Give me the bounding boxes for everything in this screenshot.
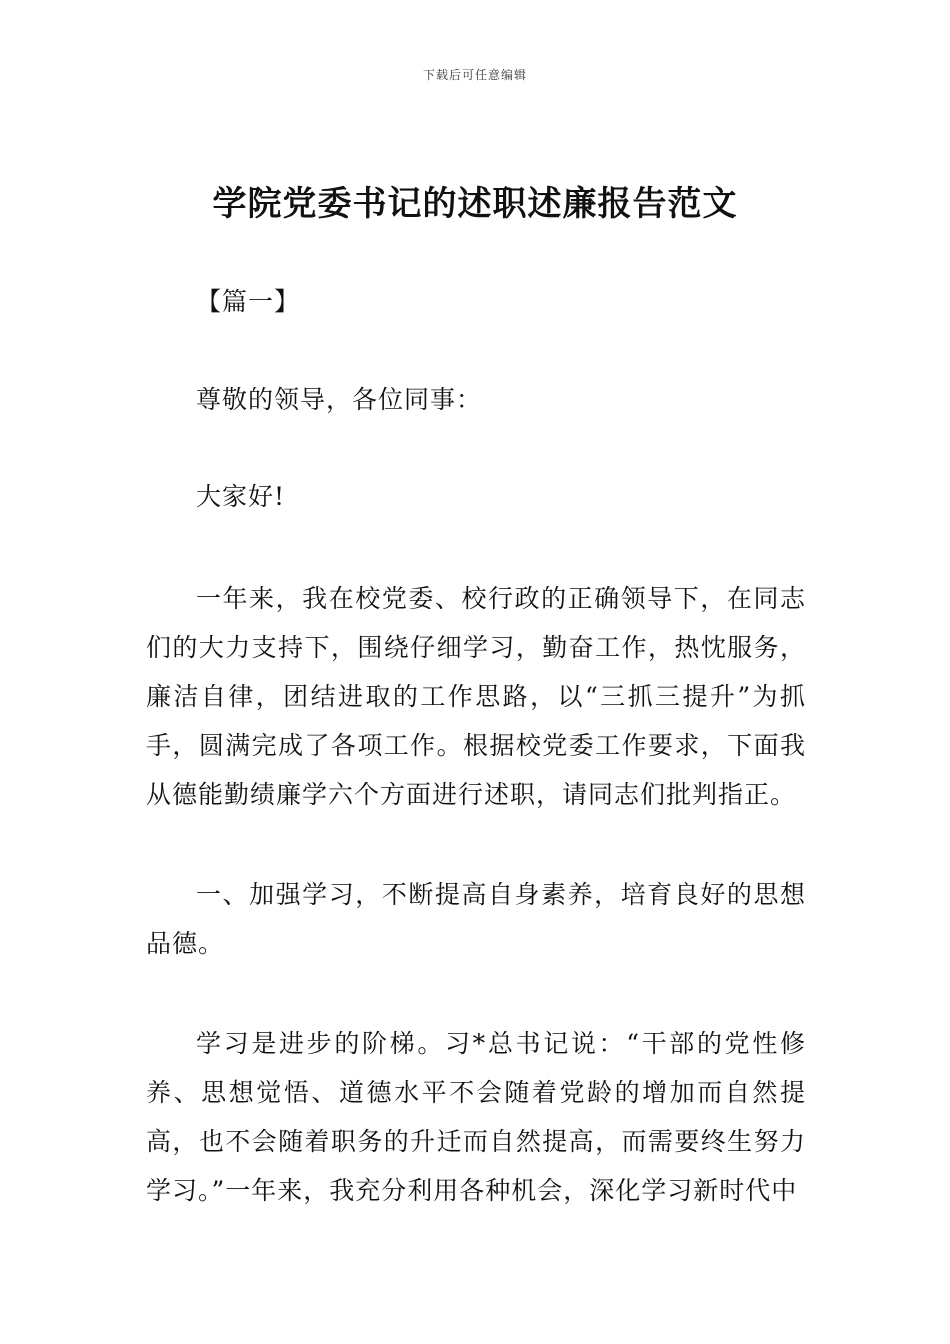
section-label: 【篇一】	[196, 287, 301, 316]
paragraph-intro: 一年来，我在校党委、校行政的正确领导下，在同志们的大力支持下，围绕仔细学习，勤奋工作，热忱服务，廉洁自律，团结进取的工作思路，以“三抓三提升”为抓手，圆满完成了各项工作。根据校党委工作要求，下面我从德能勤绩廉学六个方面进行述职，请同志们批判指正。	[146, 584, 806, 809]
paragraph-study: 学习是进步的阶梯。习*总书记说：“干部的党性修养、思想觉悟、道德水平不会随着党龄的增加而自然提高，也不会随着职务的升迁而自然提高，而需要终生努力学习。”一年来，我充分利用各种机会，深化学习新时代中	[146, 1029, 806, 1205]
header-note: 下载后可任意编辑	[422, 68, 527, 82]
document-title: 学院党委书记的述职述廉报告范文	[212, 184, 738, 224]
paragraph-heading-one: 一、加强学习，不断提高自身素养，培育良好的思想品德。	[146, 880, 806, 958]
paragraph-greeting: 大家好!	[196, 482, 286, 511]
paragraph-salutation: 尊敬的领导，各位同事：	[196, 385, 483, 414]
